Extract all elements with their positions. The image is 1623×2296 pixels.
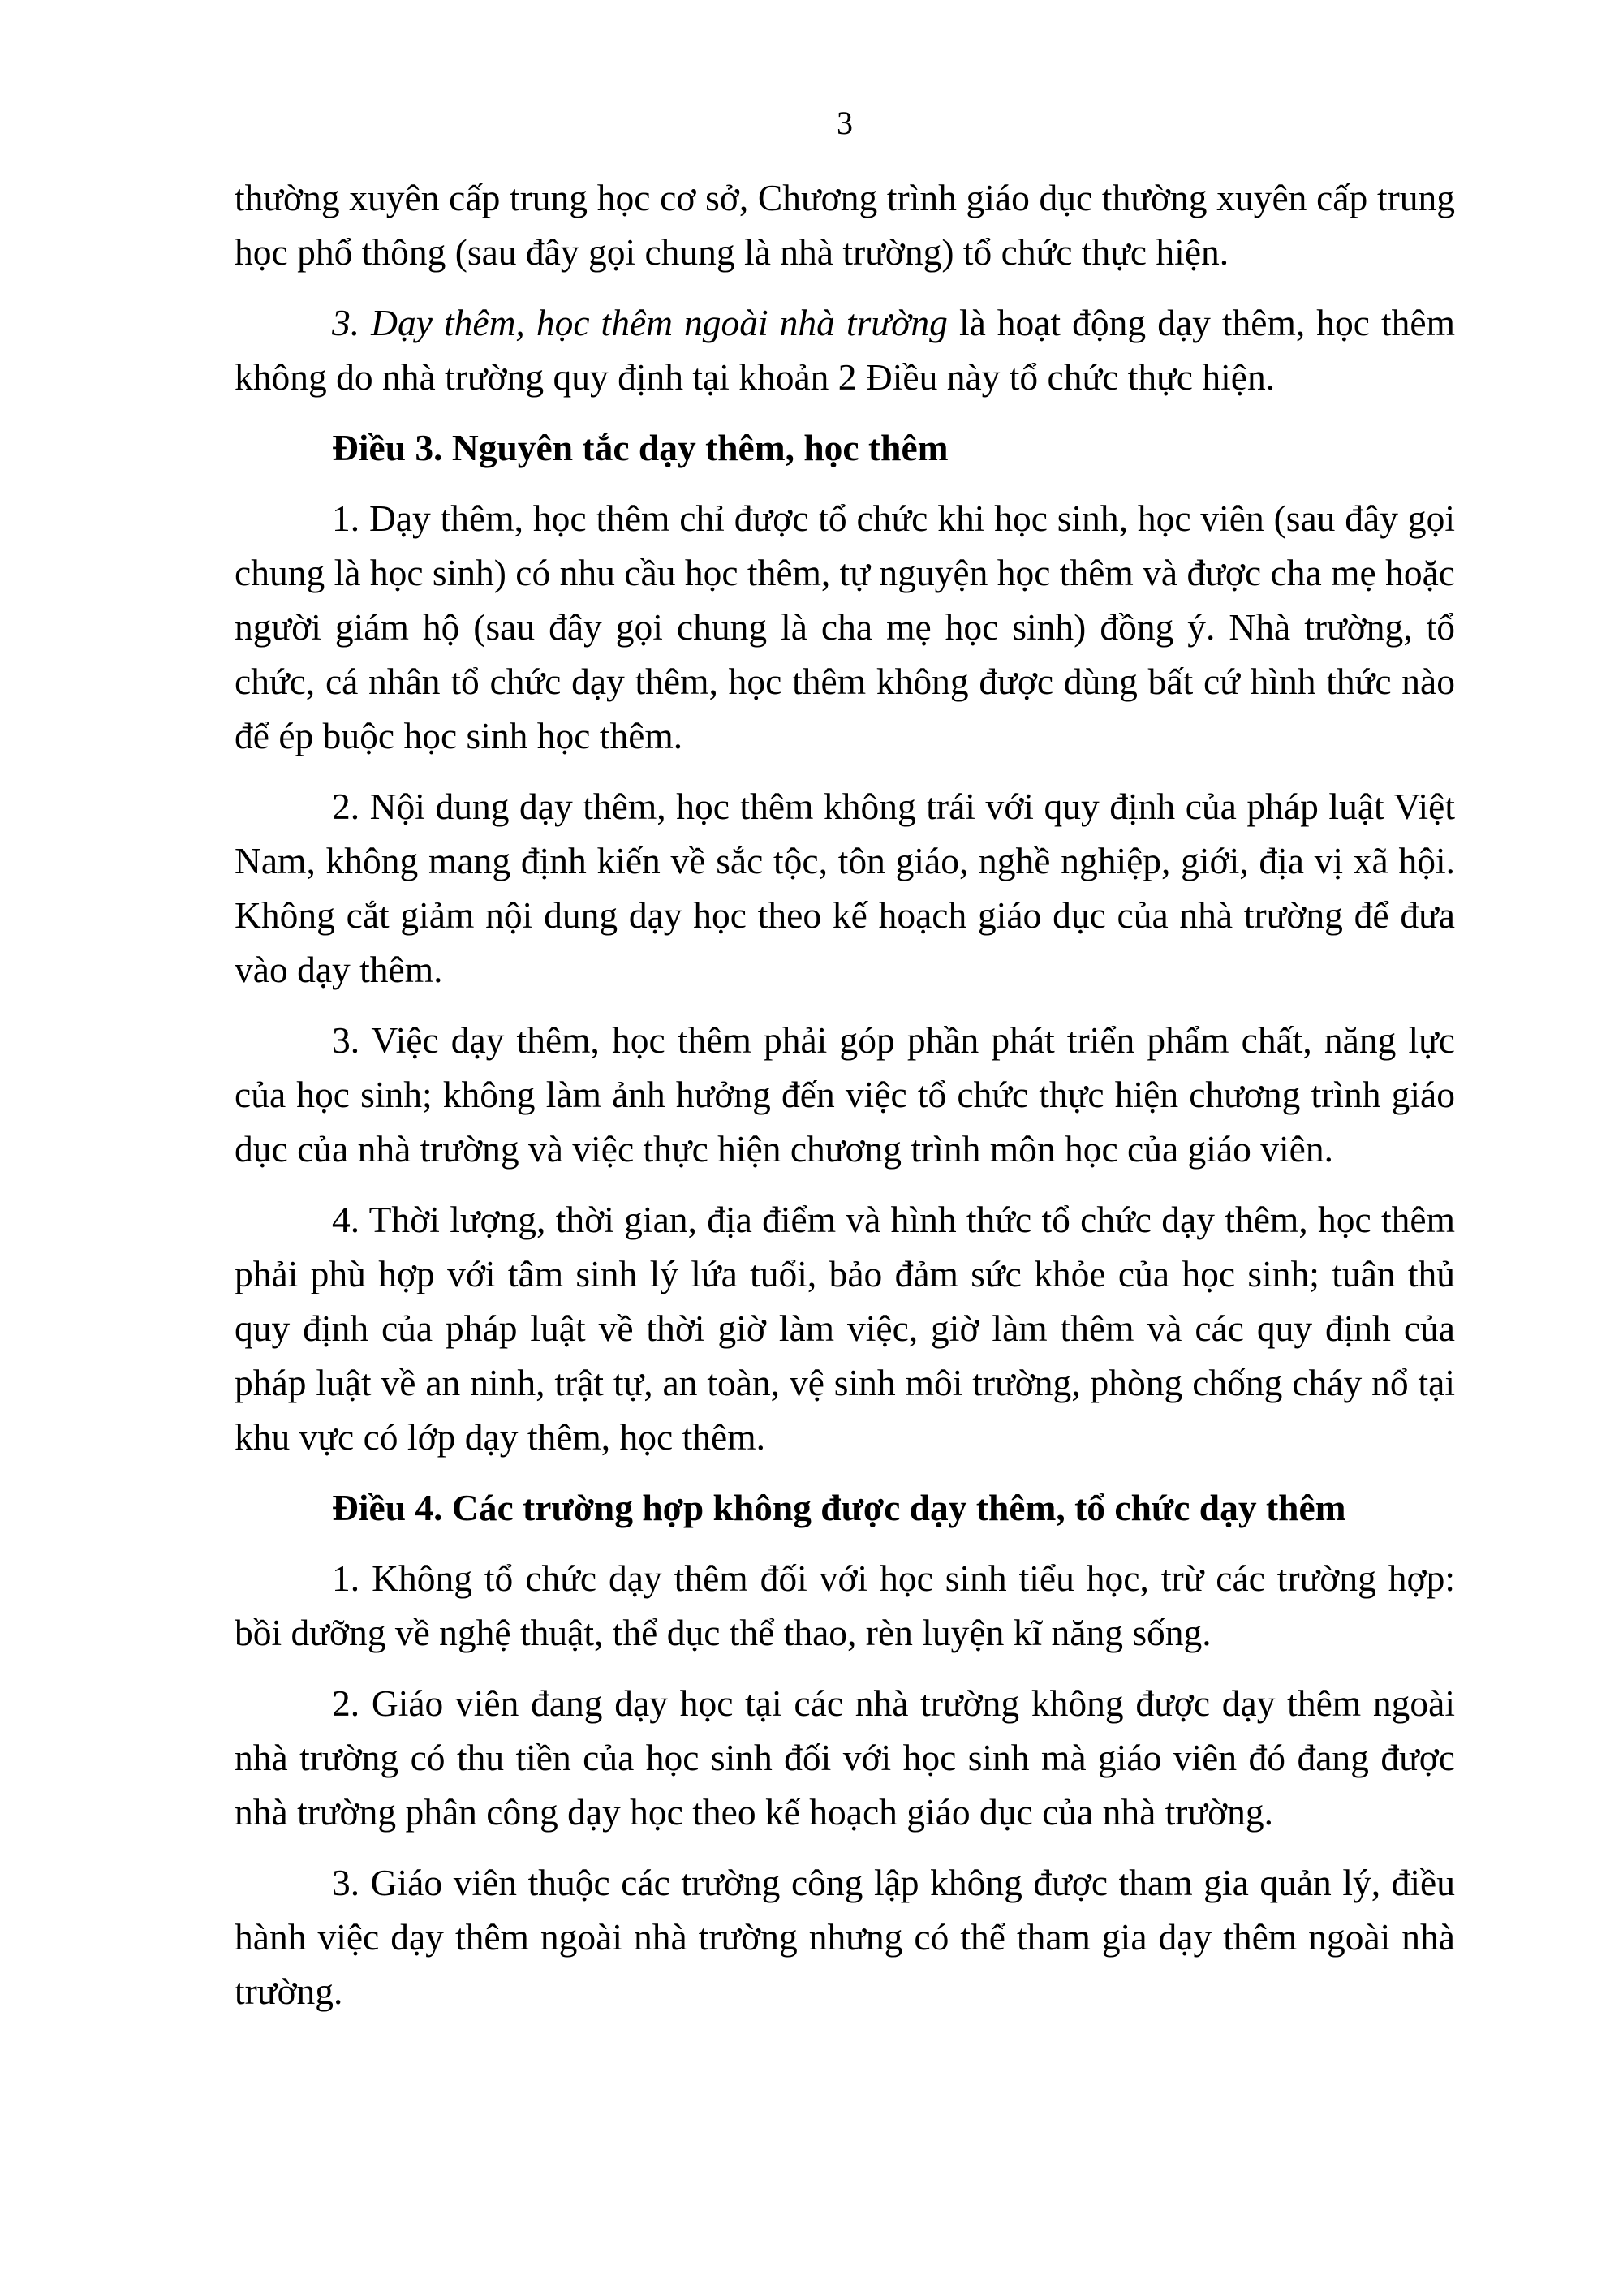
article-3-clause-2: 2. Nội dung dạy thêm, học thêm không trái với quy định của pháp luật Việt Nam, không mang định kiến về sắc tộc, tôn giáo, nghề nghiệp, giới, địa vị xã hội. Không cắt giảm nội dung dạy học theo kế hoạch giáo dục của nhà trường để đưa vào dạy thêm.: [235, 786, 1455, 990]
article-4-heading: Điều 4. Các trường hợp không được dạy thêm, tổ chức dạy thêm: [332, 1487, 1346, 1528]
article-4-clause-1: 1. Không tổ chức dạy thêm đối với học sinh tiểu học, trừ các trường hợp: bồi dưỡng về nghệ thuật, thể dục thể thao, rèn luyện kĩ năng sống.: [235, 1557, 1455, 1653]
italic-term: 3. Dạy thêm, học thêm ngoài nhà trường: [332, 302, 948, 343]
paragraph-clause-3-definition: [235, 295, 1455, 404]
article-3-clause-1: 1. Dạy thêm, học thêm chỉ được tổ chức khi học sinh, học viên (sau đây gọi chung là học sinh) có nhu cầu học thêm, tự nguyện học thêm và được cha mẹ hoặc người giám hộ (sau đây gọi chung là cha mẹ học sinh) đồng ý. Nhà trường, tổ chức, cá nhân tổ chức dạy thêm, học thêm không được dùng bất cứ hình thức nào để ép buộc học sinh học thêm.: [235, 498, 1455, 756]
article-4-clause-2: 2. Giáo viên đang dạy học tại các nhà trường không được dạy thêm ngoài nhà trường có thu tiền của học sinh đối với học sinh mà giáo viên đó đang được nhà trường phân công dạy học theo kế hoạch giáo dục của nhà trường.: [235, 1682, 1455, 1833]
article-4-clause-3: 3. Giáo viên thuộc các trường công lập không được tham gia quản lý, điều hành việc dạy thêm ngoài nhà trường nhưng có thể tham gia dạy thêm ngoài nhà trường.: [235, 1862, 1455, 2012]
document-body: [235, 170, 1455, 2035]
article-3-clause-4: 4. Thời lượng, thời gian, địa điểm và hình thức tổ chức dạy thêm, học thêm phải phù hợp với tâm sinh lý lứa tuổi, bảo đảm sức khỏe của học sinh; tuân thủ quy định của pháp luật về thời giờ làm việc, giờ làm thêm và các quy định của pháp luật về an ninh, trật tự, an toàn, vệ sinh môi trường, phòng chống cháy nổ tại khu vực có lớp dạy thêm, học thêm.: [235, 1199, 1455, 1458]
paragraph-text: là hoạt động dạy thêm, học thêm không do nhà trường quy định tại khoản 2 Điều này tổ chức thực hiện.: [235, 302, 1455, 398]
paragraph-continuation: thường xuyên cấp trung học cơ sở, Chương trình giáo dục thường xuyên cấp trung học phổ thông (sau đây gọi chung là nhà trường) tổ chức thực hiện.: [235, 177, 1455, 273]
article-3-heading: Điều 3. Nguyên tắc dạy thêm, học thêm: [332, 427, 949, 468]
article-3-clause-3: 3. Việc dạy thêm, học thêm phải góp phần phát triển phẩm chất, năng lực của học sinh; không làm ảnh hưởng đến việc tổ chức thực hiện chương trình giáo dục của nhà trường và việc thực hiện chương trình môn học của giáo viên.: [235, 1019, 1455, 1170]
page-number: 3: [837, 105, 853, 141]
